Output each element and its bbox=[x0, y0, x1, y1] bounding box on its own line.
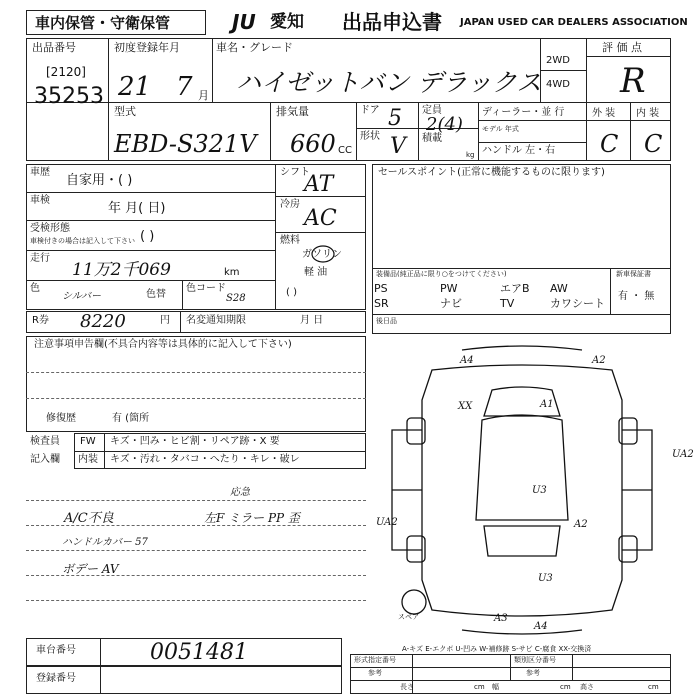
fw-items[interactable]: キズ・凹み・ヒビ割・リペア跡・X 要 bbox=[110, 436, 280, 447]
interior-score: C bbox=[644, 130, 663, 158]
category-label: 類別区分番号 bbox=[514, 656, 556, 664]
storage-tag: 車内保管・守衛保管 bbox=[35, 14, 171, 32]
chassis-label: 車台番号 bbox=[36, 645, 76, 656]
type-spec-label: 形式指定番号 bbox=[354, 656, 396, 664]
first-reg-label: 初度登録年月 bbox=[114, 41, 180, 54]
aircon-label: 冷房 bbox=[280, 199, 300, 210]
equipment-item[interactable]: ナビ bbox=[440, 297, 462, 310]
receive-label: 受検形態 bbox=[30, 223, 70, 234]
equipment-item[interactable]: AW bbox=[550, 282, 568, 295]
shape-label: 形状 bbox=[360, 131, 380, 142]
month-unit: 月 bbox=[198, 89, 209, 102]
model-year-label: モデル 年式 bbox=[482, 125, 519, 133]
recycle-value: 8220 bbox=[80, 311, 126, 332]
header bbox=[0, 0, 700, 40]
shift-value: AT bbox=[304, 172, 334, 197]
damage-mark: A2 bbox=[592, 355, 606, 366]
association-name: JAPAN USED CAR DEALERS ASSOCIATION bbox=[460, 17, 688, 28]
note-top: 応急 bbox=[230, 487, 250, 498]
fw-label: FW bbox=[80, 436, 96, 447]
lot-sub: [2120] bbox=[46, 65, 86, 79]
cm-unit-3: cm bbox=[648, 683, 659, 691]
door-label: ドア bbox=[360, 105, 380, 116]
model-code: EBD-S321V bbox=[114, 130, 257, 158]
note-handle: ハンドルカバー 57 bbox=[62, 537, 148, 548]
spare-label: スペア bbox=[398, 613, 419, 621]
capacity-value: 2(4) bbox=[426, 114, 463, 135]
displacement-value: 660 bbox=[290, 130, 336, 158]
interior-row-label: 内装 bbox=[78, 454, 98, 465]
cm-unit-2: cm bbox=[560, 683, 571, 691]
first-reg-year: 21 bbox=[118, 72, 152, 102]
history-label: 車歴 bbox=[30, 167, 50, 178]
damage-legend: A-キズ E-エクボ U-凹み W-補修跡 S-サビ C-腐食 XX-交換済 bbox=[402, 645, 592, 653]
handle-label: ハンドル 左・右 bbox=[482, 145, 556, 156]
repair-history-value: 有 (箇所 bbox=[112, 413, 150, 424]
first-reg-month: 7 bbox=[176, 72, 193, 102]
repaint-label: 色替 bbox=[146, 289, 166, 300]
width-label: 幅 bbox=[492, 683, 499, 691]
lot-number: 35253 bbox=[34, 84, 104, 109]
ju-logo: JU bbox=[232, 10, 256, 34]
repair-history-label: 修復歴 bbox=[46, 413, 76, 424]
inspector-label: 検査員 bbox=[30, 436, 60, 447]
name-change-label: 名変通知期限 bbox=[186, 315, 246, 326]
mileage-label: 走行 bbox=[30, 253, 50, 264]
damage-mark: A3 bbox=[494, 613, 508, 624]
fuel-diesel[interactable]: 軽 油 bbox=[304, 267, 328, 278]
grade-value: R bbox=[620, 61, 646, 101]
drive-2wd[interactable]: 2WD bbox=[546, 55, 570, 66]
colorcode-label: 色コード bbox=[186, 283, 226, 294]
dealer-label: ディーラー・並 行 bbox=[482, 107, 565, 118]
equipment-item[interactable]: カワシート bbox=[550, 297, 605, 310]
interior-items[interactable]: キズ・汚れ・タバコ・へたり・キレ・破レ bbox=[110, 454, 300, 465]
name-label: 車名・グレード bbox=[216, 41, 293, 54]
shift-label: シフト bbox=[280, 167, 310, 178]
equipment-item[interactable]: PW bbox=[440, 282, 458, 295]
new-warranty-label: 新車保証書 bbox=[616, 270, 651, 278]
equipment-item[interactable]: TV bbox=[500, 297, 515, 310]
fuel-paren: ( ) bbox=[286, 287, 297, 298]
color-label: 色 bbox=[30, 283, 40, 294]
car-damage-diagram bbox=[372, 340, 672, 640]
inspection-label: 車検 bbox=[30, 195, 50, 206]
equipment-item[interactable]: エアB bbox=[500, 282, 530, 295]
fuel-label: 燃料 bbox=[280, 235, 300, 246]
sales-point-label: セールスポイント(正常に機能するものに限ります) bbox=[378, 167, 605, 178]
aircon-value: AC bbox=[304, 206, 337, 231]
chassis-value: 0051481 bbox=[150, 640, 248, 665]
fuel-circle-mark bbox=[310, 244, 336, 264]
history-value: 自家用・( ) bbox=[66, 173, 133, 188]
color-value: シルバー bbox=[62, 291, 102, 302]
interior-label: 内 装 bbox=[636, 108, 660, 119]
damage-mark: A4 bbox=[460, 355, 474, 366]
cc-unit: CC bbox=[338, 145, 352, 156]
car-name-grade: ハイゼットバン デラックス bbox=[236, 68, 542, 97]
displacement-label: 排気量 bbox=[276, 105, 309, 118]
recycle-label: R券 bbox=[32, 315, 49, 326]
capacity-label: 定員 bbox=[422, 105, 442, 116]
postfit-label: 後日品 bbox=[376, 317, 397, 325]
drive-4wd[interactable]: 4WD bbox=[546, 79, 570, 90]
damage-mark: XX bbox=[458, 401, 473, 412]
storage-tag-box bbox=[26, 10, 206, 35]
lot-label: 出品番号 bbox=[32, 41, 76, 54]
caution-label: 注意事項申告欄(不具合内容等は具体的に記入して下さい) bbox=[34, 339, 292, 350]
equipment-item[interactable]: SR bbox=[374, 297, 389, 310]
fill-label: 記入欄 bbox=[30, 454, 60, 465]
yen-unit: 円 bbox=[160, 315, 170, 326]
kg-unit: kg bbox=[466, 151, 475, 159]
damage-mark: U3 bbox=[538, 573, 553, 584]
exterior-label: 外 装 bbox=[592, 108, 616, 119]
caution-block bbox=[26, 336, 366, 432]
km-unit: km bbox=[224, 267, 240, 278]
damage-mark: U3 bbox=[532, 485, 547, 496]
note-mirror: 左F ミラー PP 歪 bbox=[204, 511, 300, 525]
equipment-label: 装備品(純正品に限り○をつけてください) bbox=[376, 270, 507, 278]
receive-sub: 車検付きの場合は記入して下さい bbox=[30, 237, 135, 245]
form-title: 出品申込書 bbox=[342, 10, 442, 34]
inspection-value: 年 月( 日) bbox=[108, 201, 166, 216]
height-label: 高さ bbox=[580, 683, 594, 691]
regnum-label: 登録番号 bbox=[36, 673, 76, 684]
ref-label-2: 参考 bbox=[526, 669, 540, 677]
grade-label: 評 価 点 bbox=[602, 41, 642, 54]
damage-mark: UA2 bbox=[672, 449, 694, 460]
length-label: 長さ bbox=[400, 683, 414, 691]
mileage-value: 11万2千069 bbox=[72, 260, 171, 280]
warranty-options[interactable]: 有 ・ 無 bbox=[618, 291, 655, 302]
exterior-score: C bbox=[600, 130, 619, 158]
fuel-gasoline[interactable]: ガソリン bbox=[302, 249, 342, 260]
note-body: ボデー AV bbox=[62, 562, 119, 576]
damage-mark: UA2 bbox=[376, 517, 398, 528]
note-aircon: A/C不良 bbox=[64, 511, 114, 526]
sales-block bbox=[372, 164, 671, 334]
damage-mark: A4 bbox=[534, 621, 548, 632]
logo-text: 愛知 bbox=[270, 12, 304, 32]
damage-mark: A2 bbox=[574, 519, 588, 530]
cm-unit-1: cm bbox=[474, 683, 485, 691]
equipment-item[interactable]: PS bbox=[374, 282, 388, 295]
model-label: 型式 bbox=[114, 105, 136, 118]
shape-value: V bbox=[390, 134, 406, 159]
door-value: 5 bbox=[388, 106, 402, 131]
name-change-value: 月 日 bbox=[300, 315, 324, 326]
colorcode-value: S28 bbox=[226, 293, 246, 304]
receive-paren: ( ) bbox=[140, 229, 155, 244]
damage-mark: A1 bbox=[540, 399, 554, 410]
load-label: 積載 bbox=[422, 133, 442, 144]
ref-label-1: 参考 bbox=[368, 669, 382, 677]
